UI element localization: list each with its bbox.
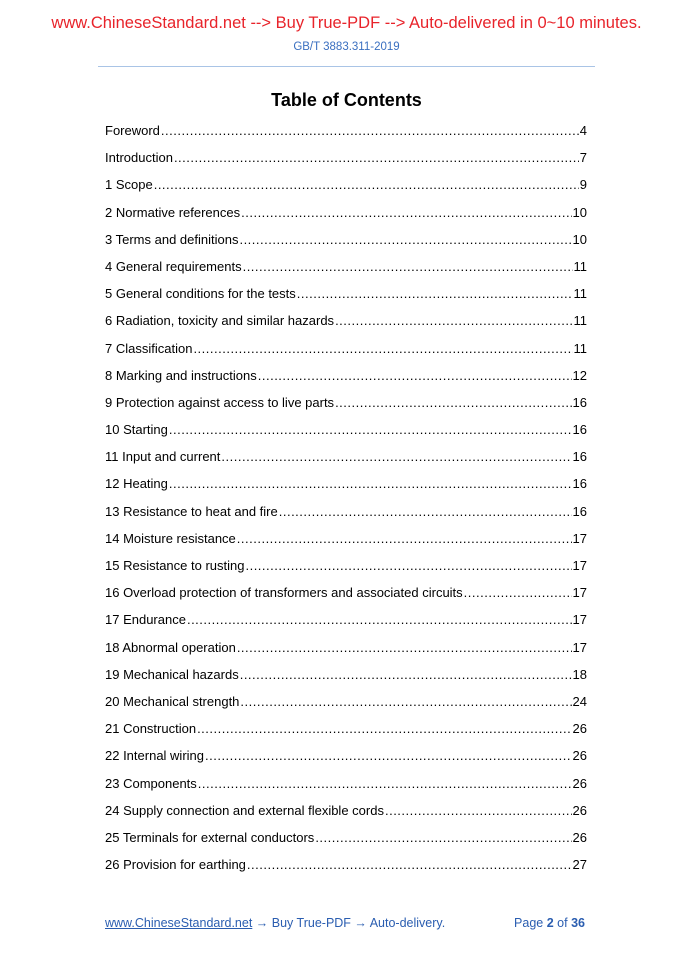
- toc-dot-leader: [239, 230, 571, 250]
- toc-entry-page: 27: [572, 857, 587, 873]
- toc-dot-leader: [169, 420, 572, 440]
- toc-entry-label: 8 Marking and instructions: [105, 367, 257, 383]
- toc-entry[interactable]: [105, 774, 587, 801]
- toc-entry-label: 13 Resistance to heat and fire: [105, 503, 278, 519]
- toc-entry[interactable]: [105, 121, 587, 148]
- toc-dot-leader: [154, 175, 579, 195]
- toc-dot-leader: [240, 665, 572, 685]
- toc-entry-page: 4: [579, 123, 587, 138]
- toc-dot-leader: [258, 366, 572, 386]
- toc-entry-page: 16: [572, 422, 587, 438]
- toc-entry-page: 26: [572, 802, 587, 818]
- toc-dot-leader: [161, 121, 579, 141]
- toc-entry-label: 26 Provision for earthing: [105, 857, 246, 873]
- toc-dot-leader: [240, 692, 571, 712]
- toc-entry-label: 17 Endurance: [105, 612, 186, 628]
- toc-entry-page: 9: [579, 177, 587, 193]
- toc-entry[interactable]: [105, 719, 587, 746]
- toc-entry-page: 11: [573, 258, 587, 274]
- toc-entry-page: 12: [572, 367, 587, 383]
- toc-entry-page: 10: [572, 204, 587, 220]
- toc-entry[interactable]: [105, 284, 587, 311]
- toc-entry-label: 14 Moisture resistance: [105, 530, 236, 546]
- toc-entry[interactable]: [105, 529, 587, 556]
- toc-dot-leader: [241, 203, 571, 223]
- toc-entry-page: 11: [573, 313, 587, 329]
- toc-entry-label: 18 Abnormal operation: [105, 639, 236, 655]
- toc-dot-leader: [237, 529, 572, 549]
- top-banner[interactable]: www.ChineseStandard.net --> Buy True-PDF --> Auto-delivered in 0~10 minutes.: [51, 14, 642, 32]
- toc-entry[interactable]: [105, 746, 587, 773]
- toc-entry-label: 1 Scope: [105, 177, 153, 193]
- toc-entry-label: 11 Input and current: [105, 449, 221, 465]
- toc-entry[interactable]: [105, 257, 587, 284]
- table-of-contents: [105, 121, 587, 882]
- toc-dot-leader: [197, 719, 571, 739]
- toc-entry-page: 10: [572, 231, 587, 247]
- toc-entry-page: 26: [572, 829, 587, 845]
- toc-entry-label: 19 Mechanical hazards: [105, 666, 239, 682]
- toc-entry[interactable]: [105, 692, 587, 719]
- toc-entry-page: 11: [573, 340, 587, 356]
- toc-entry-page: 7: [579, 150, 587, 166]
- toc-entry-label: 15 Resistance to rusting: [105, 558, 245, 573]
- header-divider: [98, 66, 595, 67]
- toc-entry-label: Foreword: [105, 123, 160, 138]
- page-of-word: of: [557, 916, 568, 930]
- toc-entry-label: 25 Terminals for external conductors: [105, 829, 315, 845]
- toc-entry[interactable]: [105, 855, 587, 882]
- toc-entry-label: 9 Protection against access to live parts: [105, 394, 335, 410]
- toc-entry-page: 11: [573, 286, 587, 302]
- toc-entry-label: 10 Starting: [105, 422, 168, 438]
- page-number-indicator: [514, 916, 585, 930]
- toc-entry[interactable]: [105, 828, 587, 855]
- toc-entry-label: 7 Classification: [105, 340, 193, 356]
- toc-entry[interactable]: [105, 339, 587, 366]
- toc-dot-leader: [297, 284, 573, 304]
- toc-entry-page: 17: [572, 530, 587, 546]
- toc-entry[interactable]: [105, 665, 587, 692]
- toc-dot-leader: [169, 474, 572, 494]
- toc-entry[interactable]: [105, 474, 587, 501]
- toc-entry-page: 16: [572, 476, 587, 492]
- toc-entry-page: 17: [572, 585, 587, 601]
- page-footer: [105, 916, 585, 930]
- toc-dot-leader: [187, 610, 572, 630]
- toc-dot-leader: [205, 746, 572, 766]
- toc-entry[interactable]: [105, 393, 587, 420]
- toc-entry[interactable]: [105, 638, 587, 665]
- toc-entry-label: 21 Construction: [105, 721, 197, 737]
- toc-entry[interactable]: [105, 502, 587, 529]
- toc-entry-label: 5 General conditions for the tests: [105, 286, 296, 302]
- toc-entry-page: 18: [572, 666, 587, 682]
- toc-dot-leader: [237, 638, 572, 658]
- toc-entry[interactable]: [105, 610, 587, 637]
- toc-entry-label: Introduction: [105, 150, 173, 166]
- toc-dot-leader: [174, 148, 579, 168]
- toc-entry-label: 24 Supply connection and external flexible cords: [105, 802, 384, 818]
- toc-entry-page: 16: [572, 394, 587, 410]
- toc-entry-label: 23 Components: [105, 775, 197, 791]
- toc-entry-label: 4 General requirements: [105, 258, 242, 274]
- page-word: Page: [514, 916, 544, 930]
- toc-dot-leader: [335, 311, 572, 331]
- toc-entry-page: 16: [572, 449, 587, 465]
- footer-site-link[interactable]: www.ChineseStandard.net: [105, 916, 253, 930]
- toc-entry[interactable]: [105, 556, 587, 583]
- toc-entry-label: 2 Normative references: [105, 204, 241, 220]
- toc-entry-label: 16 Overload protection of transformers and associated circuits: [105, 585, 463, 601]
- toc-entry[interactable]: [105, 366, 587, 393]
- toc-dot-leader: [247, 855, 572, 875]
- toc-entry-page: 26: [572, 721, 587, 737]
- toc-entry-label: 12 Heating: [105, 476, 168, 492]
- toc-entry-label: 20 Mechanical strength: [105, 693, 240, 709]
- toc-title: Table of Contents: [271, 90, 422, 110]
- toc-dot-leader: [385, 801, 572, 821]
- toc-entry[interactable]: [105, 148, 587, 175]
- toc-dot-leader: [193, 339, 572, 359]
- toc-dot-leader: [243, 257, 573, 277]
- current-page-number: 2: [546, 916, 554, 930]
- toc-entry-label: 22 Internal wiring: [105, 748, 204, 764]
- toc-entry-page: 17: [572, 639, 587, 655]
- toc-dot-leader: [221, 447, 571, 467]
- toc-entry-page: 17: [572, 558, 587, 573]
- toc-entry-label: 3 Terms and definitions: [105, 231, 239, 247]
- toc-dot-leader: [279, 502, 572, 522]
- footer-delivery-text: → Buy True-PDF → Auto-delivery.: [252, 916, 446, 930]
- toc-dot-leader: [315, 828, 571, 848]
- toc-dot-leader: [464, 583, 572, 603]
- toc-entry-label: 6 Radiation, toxicity and similar hazards: [105, 313, 335, 329]
- toc-entry-page: 26: [572, 775, 587, 791]
- toc-dot-leader: [198, 774, 572, 794]
- toc-entry[interactable]: [105, 420, 587, 447]
- toc-entry[interactable]: [105, 447, 587, 474]
- toc-entry[interactable]: [105, 175, 587, 202]
- toc-entry[interactable]: [105, 311, 587, 338]
- toc-entry-page: 16: [572, 503, 587, 519]
- toc-entry[interactable]: [105, 230, 587, 257]
- standard-code: GB/T 3883.311-2019: [293, 41, 400, 53]
- toc-entry[interactable]: [105, 203, 587, 230]
- total-page-count: 36: [571, 916, 585, 930]
- toc-entry[interactable]: [105, 801, 587, 828]
- toc-dot-leader: [335, 393, 571, 413]
- toc-entry-page: 26: [572, 748, 587, 764]
- toc-dot-leader: [245, 556, 571, 576]
- toc-entry-page: 17: [572, 612, 587, 628]
- toc-entry[interactable]: [105, 583, 587, 610]
- toc-entry-page: 24: [572, 693, 587, 709]
